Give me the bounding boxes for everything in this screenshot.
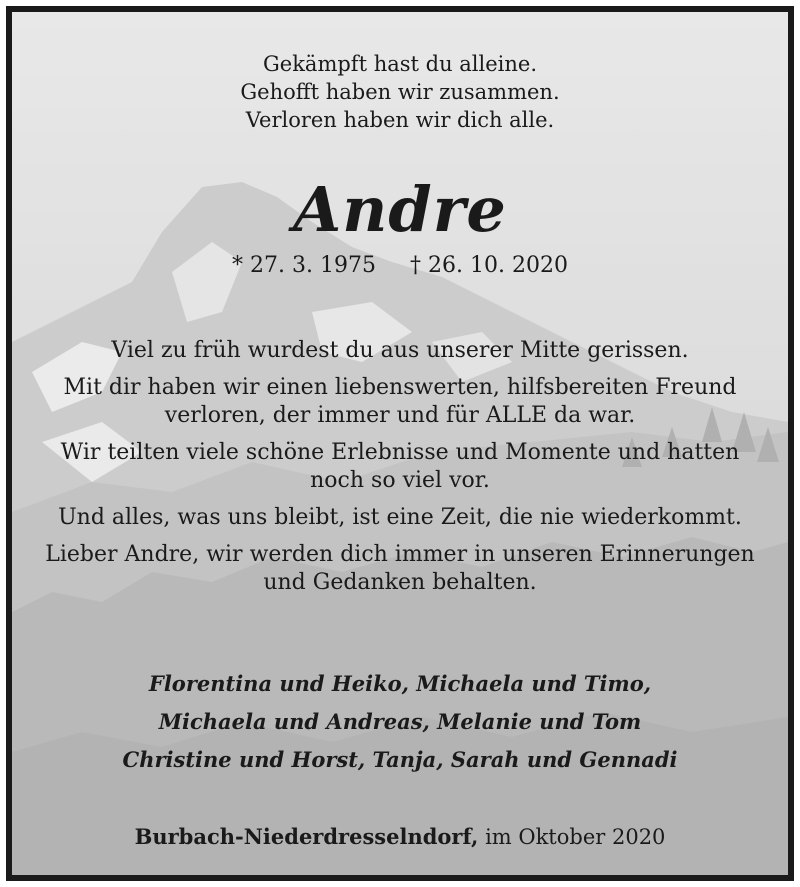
- text-line-1: Viel zu früh wurdest du aus unserer Mitte gerissen.: [111, 338, 689, 363]
- text-line-4: Wir teilten viele schöne Erlebnisse und Momente und hatten: [60, 440, 740, 465]
- birth-date: * 27. 3. 1975: [232, 253, 376, 278]
- obituary-content: [12, 12, 788, 875]
- text-line-8: und Gedanken behalten.: [263, 570, 537, 595]
- quote-line-3: Verloren haben wir dich alle.: [245, 108, 555, 132]
- text-line-5: noch so viel vor.: [310, 468, 490, 493]
- quote-line-1: Gekämpft hast du alleine.: [263, 52, 537, 76]
- text-line-3: verloren, der immer und für ALLE da war.: [164, 403, 636, 428]
- signature-line-3: Christine und Horst, Tanja, Sarah und Gennadi: [122, 747, 678, 772]
- death-date: † 26. 10. 2020: [410, 253, 568, 278]
- date-text: im Oktober 2020: [485, 825, 666, 849]
- obituary-card: [6, 6, 794, 881]
- text-line-6: Und alles, was uns bleibt, ist eine Zeit, die nie wiederkommt.: [58, 505, 742, 530]
- text-line-2: Mit dir haben wir einen liebenswerten, hilfsbereiten Freund: [63, 375, 737, 400]
- deceased-name: Andre: [293, 173, 507, 246]
- text-line-7: Lieber Andre, wir werden dich immer in unseren Erinnerungen: [45, 542, 755, 567]
- quote-line-2: Gehofft haben wir zusammen.: [240, 80, 560, 104]
- signature-line-1: Florentina und Heiko, Michaela und Timo,: [148, 671, 652, 696]
- signature-line-2: Michaela und Andreas, Melanie und Tom: [158, 709, 642, 734]
- life-dates: [12, 252, 788, 280]
- place-name: Burbach-Niederdresselndorf,: [134, 824, 479, 849]
- place-and-date: [12, 823, 788, 851]
